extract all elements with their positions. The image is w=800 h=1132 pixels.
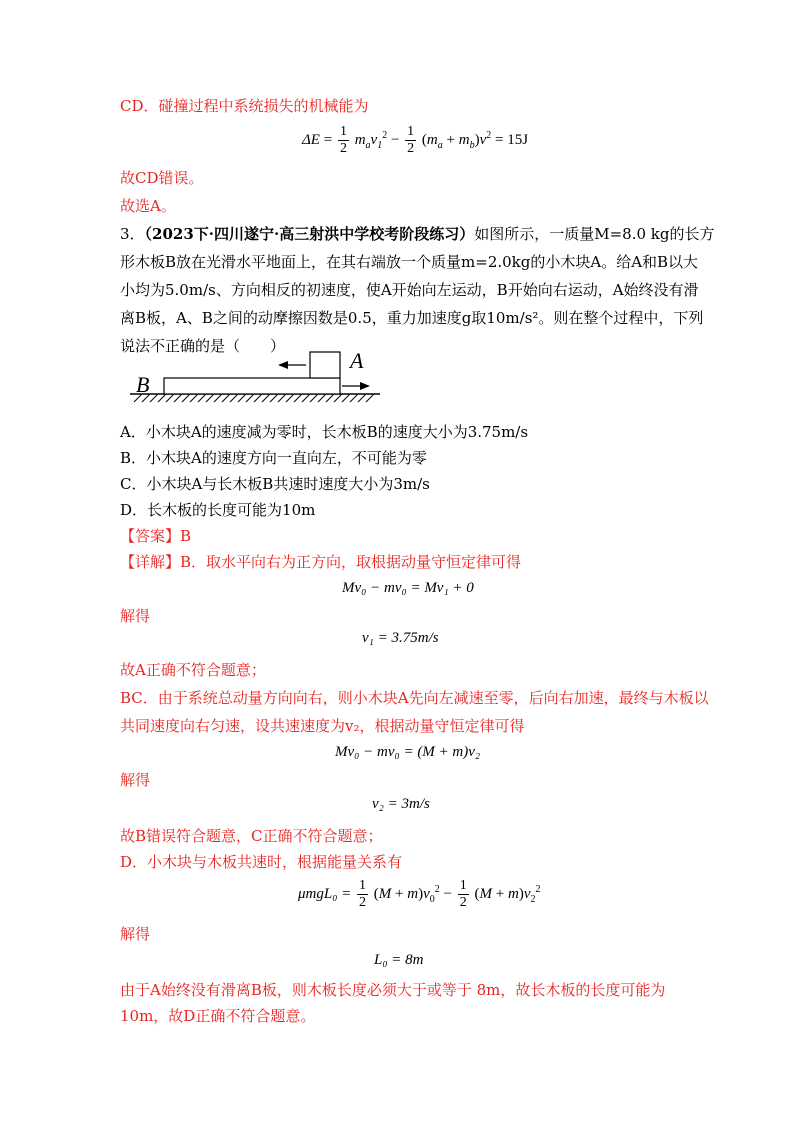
question-header (120, 224, 715, 244)
arrow-left-icon (278, 361, 306, 369)
energy-loss-equation: ΔE = $\frac{1}{2}$ $m_av_1^2$ − $\frac{1}{2}$ $(m_a + m_b)v^2 = 15J$ (302, 124, 529, 156)
question-line1: 如图所示，一质量M=8.0 kg的长方 (474, 225, 715, 243)
label-a: A (350, 348, 364, 373)
ground (130, 394, 380, 402)
option-c: C．小木块A与长木板B共速时速度大小为3m/s (120, 475, 430, 493)
question-source: （2023下·四川遂宁·高三射洪中学校考阶段练习） (144, 225, 475, 243)
d-line: D．小木块与木板共速时，根据能量关系有 (120, 853, 403, 871)
cd-intro: CD．碰撞过程中系统损失的机械能为 (120, 97, 369, 115)
board-b (164, 378, 340, 394)
detail-line: 【详解】B．取水平向右为正方向，取根据动量守恒定律可得 (120, 553, 522, 571)
label-b: B (136, 372, 150, 397)
velocity-v2-result: v₂ = 3m/s (372, 796, 430, 812)
velocity-v1-result: v₁ = 3.75m/s (362, 630, 439, 646)
solve-label-2: 解得 (120, 771, 151, 789)
length-l0-result: L₀ = 8m (374, 952, 424, 968)
board-block-figure (130, 344, 390, 412)
solve-label-1: 解得 (120, 607, 151, 625)
question-line3: 小均为5.0m/s、方向相反的初速度，使A开始向左运动，B开始向右运动，A始终没有滑 (120, 281, 699, 299)
energy-equation: μmgL₀ = $\frac{1}{2}$ $(M + m)v_0^2$ − $\frac{1}{2}$ $(M + m)v_2^2$ (298, 878, 541, 910)
choose-line: 故选A。 (120, 197, 176, 215)
energy-equation-lhs: μmgL₀ = (298, 885, 352, 902)
answer-line: 【答案】B (120, 527, 192, 545)
bc-line1: BC．由于系统总动量方向向右，则小木块A先向左减速至零，后向右加速，最终与木板以 (120, 689, 709, 707)
arrow-right-icon (342, 382, 370, 390)
note-bc: 故B错误符合题意，C正确不符合题意； (120, 827, 383, 845)
momentum-equation-1: Mv₀ − mv₀ = Mv₁ + 0 (342, 580, 474, 596)
cd-conclusion: 故CD错误。 (120, 169, 204, 187)
question-line2: 形木板B放在光滑水平地面上，在其右端放一个质量m=2.0kg的小木块A。给A和B以大 (120, 253, 699, 271)
final-line2: 10m，故D正确不符合题意。 (120, 1007, 316, 1025)
bc-line2: 共同速度向右匀速，设共速速度为v₂，根据动量守恒定律可得 (120, 717, 525, 735)
momentum-equation-2: Mv₀ − mv₀ = (M + m)v₂ (335, 744, 481, 760)
option-a: A．小木块A的速度减为零时，长木板B的速度大小为3.75m/s (120, 423, 529, 441)
final-line1: 由于A始终没有滑离B板，则木板长度必须大于或等于 8m，故长木板的长度可能为 (120, 981, 666, 999)
question-number: 3． (120, 225, 145, 243)
question-line5: 说法不正确的是（ ） (120, 337, 286, 355)
solve-label-3: 解得 (120, 925, 151, 943)
question-line4: 离B板，A、B之间的动摩擦因数是0.5，重力加速度g取10m/s²。则在整个过程中，下列 (120, 309, 704, 327)
option-d: D．长木板的长度可能为10m (120, 501, 316, 519)
option-b: B．小木块A的速度方向一直向左，不可能为零 (120, 449, 427, 467)
note-a: 故A正确不符合题意； (120, 661, 266, 679)
block-a (310, 352, 340, 378)
